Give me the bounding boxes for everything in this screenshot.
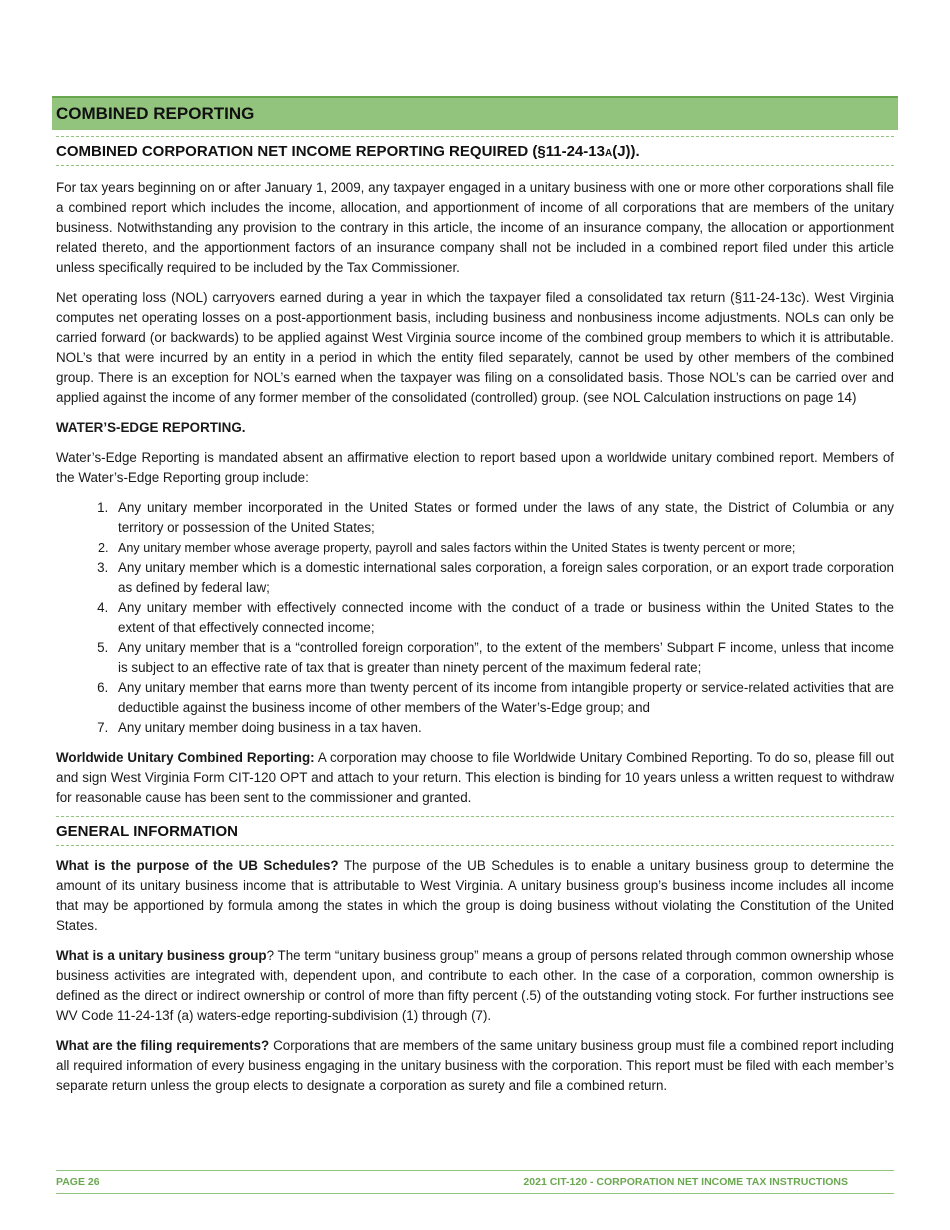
list-item: 2. Any unitary member whose average property, payroll and sales factors within the United States is twenty percent or more;	[112, 538, 894, 558]
paragraph-worldwide: Worldwide Unitary Combined Reporting: A corporation may choose to file Worldwide Unitary Combined Reporting. To do so, please fill out and sign West Virginia Form CIT-120 OPT and attach to your return. This election is binding for 10 years unless a written request to withdraw for reasonable cause has been sent to the commissioner and granted.	[56, 750, 894, 805]
page-number: PAGE 26	[56, 1176, 100, 1188]
list-item: 5. Any unitary member that is a “controlled foreign corporation”, to the extent of the members’ Subpart F income, unless that income is subject to an effective rate of tax that is greater than ninety percent of the maximum federal rate;	[112, 638, 894, 678]
paragraph-ub-group: What is a unitary business group? The term “unitary business group” means a group of persons related through common ownership whose business activities are integrated with, dependent upon, and contribute to each other. In the case of a corporation, common ownership is defined as the direct or indirect ownership or control of more than fifty percent (.5) of the outstanding voting stock. For further instructions see WV Code 11-24-13f (a) waters-edge reporting-subdivision (1) through (7).	[56, 948, 894, 1023]
section-header-bar	[52, 96, 898, 130]
waters-edge-heading: WATER’S-EDGE REPORTING.	[56, 420, 246, 435]
paragraph-nol: Net operating loss (NOL) carryovers earned during a year in which the taxpayer filed a consolidated tax return (§11-24-13c). West Virginia computes net operating losses on a post-apportionment basis, including business and nonbusiness income adjustments. NOLs can only be carried forward (or backwards) to be applied against West Virginia source income of the combined group members to which it is attributable. NOL’s that were incurred by an entity in a period in which the entity filed separately, cannot be used by other members of the combined group. There is an exception for NOL’s earned when the taxpayer was filing on a consolidated basis. Those NOL’s can be carried over and applied against the income of any former member of the consolidated (controlled) group. (see NOL Calculation instructions on page 14)	[56, 290, 894, 405]
section-title: COMBINED REPORTING	[56, 104, 255, 123]
list-item: 3. Any unitary member which is a domestic international sales corporation, a foreign sales corporation, or an export trade corporation as defined by federal law;	[112, 558, 894, 598]
subheading-small-a: A	[604, 148, 613, 159]
paragraph-ub-purpose: What is the purpose of the UB Schedules? The purpose of the UB Schedules is to enable a unitary business group to determine the amount of its unitary business income that is attributable to West Virginia. A unitary business group’s business income includes all income that may be apportioned by formula among the states in which the group is doing business without violating the Constitution of the United States.	[56, 858, 894, 933]
worldwide-label: Worldwide Unitary Combined Reporting:	[56, 750, 315, 765]
list-item: 6. Any unitary member that earns more than twenty percent of its income from intangible property or service-related activities that are deductible against the business income of other members of the Water’s-Edge group; and	[112, 678, 894, 718]
subheading-paren: (J)	[612, 143, 631, 160]
paragraph-combined-report: For tax years beginning on or after January 1, 2009, any taxpayer engaged in a unitary business with one or more other corporations shall file a combined report which includes the income, allocation, and apportionment of income of all corporations that are members of the unitary business. Notwithstanding any provision to the contrary in this article, the income of an insurance company, the allocation or apportionment related thereto, and the apportionment factors of an insurance company shall not be included in a combined report filed under this article unless specifically required to be included by the Tax Commissioner.	[56, 180, 894, 275]
page-content	[56, 136, 894, 1096]
general-heading: GENERAL INFORMATION	[56, 823, 238, 840]
subheading: COMBINED CORPORATION NET INCOME REPORTING REQUIRED (§11-24-13A(J)).	[56, 143, 640, 160]
list-item: 7. Any unitary member doing business in a tax haven.	[112, 718, 894, 738]
list-item: 4. Any unitary member with effectively connected income with the conduct of a trade or business within the United States to the extent of that effectively connected income;	[112, 598, 894, 638]
list-item: 1. Any unitary member incorporated in the United States or formed under the laws of any state, the District of Columbia or any territory or possession of the United States;	[112, 498, 894, 538]
paragraph-filing-requirements: What are the filing requirements? Corporations that are members of the same unitary business group must file a combined report including all required information of every business engaging in the unitary business with the corporation. This report must be filed with each member’s separate return unless the group elects to designate a corporation as surety and file a combined return.	[56, 1038, 895, 1093]
page-footer	[56, 1170, 894, 1194]
waters-edge-intro: Water’s-Edge Reporting is mandated absent an affirmative election to report based upon a worldwide unitary combined report. Members of the Water’s-Edge Reporting group include:	[56, 450, 894, 485]
document-title: 2021 CIT-120 - CORPORATION NET INCOME TAX INSTRUCTIONS	[523, 1176, 848, 1188]
waters-edge-list	[56, 498, 894, 738]
